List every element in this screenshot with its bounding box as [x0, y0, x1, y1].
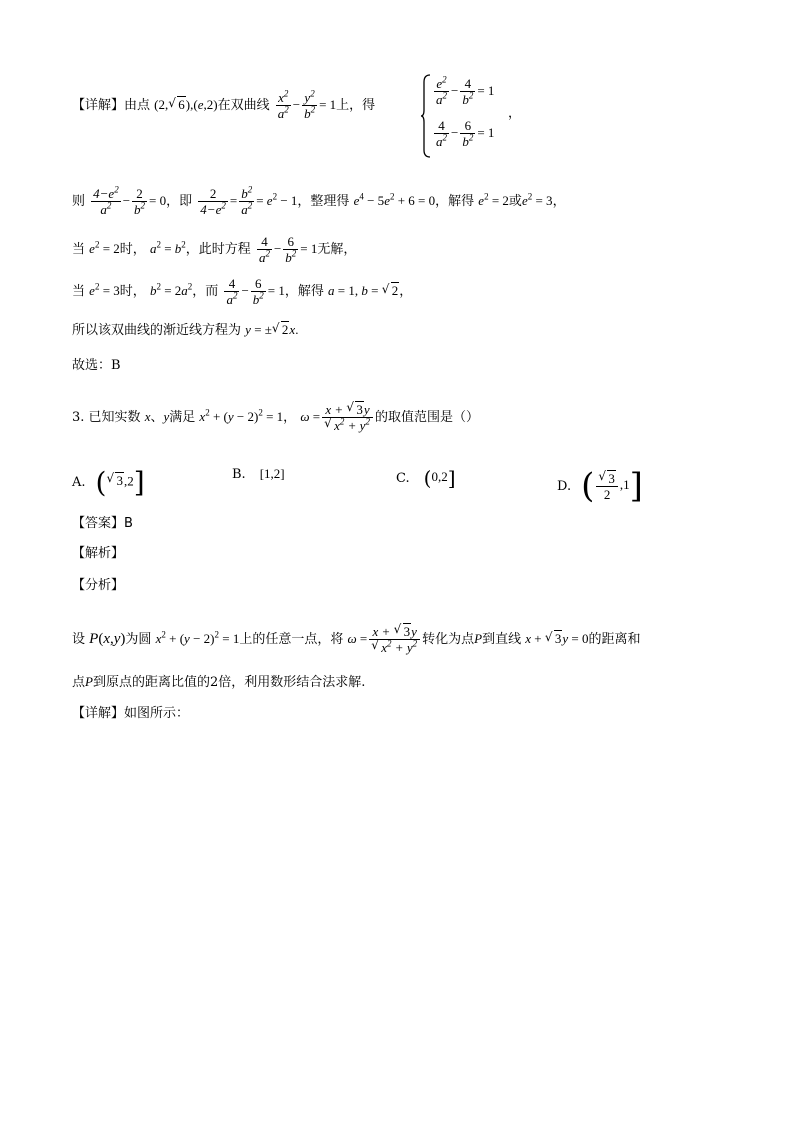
analysis-label: 【解析】 [72, 546, 125, 561]
text-asymptote: 所以该双曲线的渐近线方程为 [72, 323, 242, 338]
option-c-label: C. [396, 470, 410, 486]
text-on-hyperbola: 在双曲线 [217, 98, 270, 113]
question-3: 3. 已知实数 x、y满足 $x^2 + (y - 2)^2 = 1$， ω = x + √ 3y √ $x^2 + y^2$ 的取值范围是（） [72, 402, 479, 433]
option-d-label: D. [557, 478, 572, 494]
text-time-2: 时， [119, 284, 146, 299]
system-eq-1: $\frac{e^2}{a^2}$ − $\frac{4}{b^2}$ = 1 [436, 74, 495, 107]
text-simplify: ，整理得 [297, 194, 350, 209]
text-from-point: 由点 [124, 98, 151, 113]
text-namely: ，即 [166, 194, 193, 209]
analysis-line-1: 设 P(x,y)为圆 $x^2 + (y - 2)^2 = 1$上的任意一点，将 ω = x + √ 3y √ $x^2 + y^2$ 转化为点P到直线 x + √ 3y = 0的距离和 [72, 624, 640, 655]
text-time: 时， [119, 242, 146, 257]
text-ratio: 到原点的距离比值的2倍，利用数形结合法求解. [92, 675, 366, 690]
text-when: 当 [72, 242, 86, 257]
frac-x2-a2: $\frac{x^2}{a^2}$ [277, 88, 289, 121]
text-dot: 、 [150, 410, 164, 425]
text-any-point: 上的任意一点，将 [239, 632, 344, 647]
text-comma-3: ， [283, 410, 297, 425]
detail-line-2: 则 $\frac{4-e^2}{a^2}$ − $\frac{2}{b^2}$ = 0，即 $\frac{2}{4-e^2}$ = $\frac{b^2}{a^2}$ = $e^2 - 1$，整理得 $e^4 - 5e^2 + 6 = 0$，解得 $e^2 = 2$或$e^2 = 3$， [72, 184, 566, 217]
text-get: 上，得 [336, 98, 376, 113]
option-b-value: [1,2] [259, 466, 285, 481]
frac-omega: x + √ 3y √ $x^2 + y^2$ [322, 402, 373, 433]
text-equation: ，此时方程 [185, 242, 251, 257]
detail-line-4: 当 $e^2 = 3$时， $b^2 = 2a^2$，而 $\frac{4}{a^2}$ − $\frac{6}{b^2}$ = 1，解得 a = 1, b = √ 2， [72, 276, 412, 307]
detail-line-5: 所以该双曲线的渐近线方程为 y = ±√ 2x. [72, 320, 298, 341]
answer-label: 【答案】B [72, 516, 133, 531]
math-points: (2,√ 6),(e,2) [154, 97, 217, 112]
option-b-label: B. [232, 466, 246, 482]
text-comma-2: ， [552, 194, 566, 209]
text-distance-and: 的距离和 [588, 632, 641, 647]
text-to-line: 到直线 [482, 632, 522, 647]
detail-line-1: 【详解】由点 (2,√ 6),(e,2)在双曲线 $\frac{x^2}{a^2}$ − $\frac{y^2}{b^2}$ = 1上，得 [72, 90, 375, 121]
option-b[interactable] [232, 466, 285, 482]
text-then: 则 [72, 194, 86, 209]
choice-line: 故选：B [72, 358, 121, 373]
fenxi-label: 【分析】 [72, 578, 125, 593]
text-point: 点 [72, 675, 86, 690]
text-solve: ，解得 [435, 194, 475, 209]
option-c[interactable]: C. (0,2] [396, 466, 456, 490]
text-satisfy: 满足 [169, 410, 196, 425]
system-eq-2: $\frac{4}{a^2}$ − $\frac{6}{b^2}$ = 1 [436, 118, 495, 149]
detail-line-3: 当 $e^2 = 2$时， $a^2 = b^2$，此时方程 $\frac{4}{a^2}$ − $\frac{6}{b^2}$ = 1无解， [72, 234, 357, 265]
text-comma: ， [508, 106, 522, 121]
text-and: ，而 [192, 284, 219, 299]
text-let: 设 [72, 632, 86, 647]
option-a[interactable]: A. (√ 3,2] [72, 466, 145, 499]
option-a-label: A. [72, 475, 86, 490]
text-solve-2: ，解得 [284, 284, 324, 299]
text-when-2: 当 [72, 284, 86, 299]
text-circle: 为圆 [125, 632, 152, 647]
detail-label-2: 【详解】如图所示： [72, 706, 190, 721]
text-no-solution: 无解， [317, 242, 357, 257]
detail-label: 【详解】 [72, 98, 125, 113]
text-range: 的取值范围是（） [374, 410, 479, 425]
question-3-text: 3. 已知实数 [72, 410, 141, 425]
left-brace-icon [420, 74, 432, 158]
analysis-line-2: 点P到原点的距离比值的2倍，利用数形结合法求解. [72, 674, 366, 690]
frac-y2-b2: $\frac{y^2}{b^2}$ [304, 88, 316, 121]
text-convert: 转化为点 [422, 632, 475, 647]
option-d[interactable]: D. ( √ $\frac{3}{2}$ ,1] [557, 466, 643, 506]
text-or: 或 [508, 194, 522, 209]
